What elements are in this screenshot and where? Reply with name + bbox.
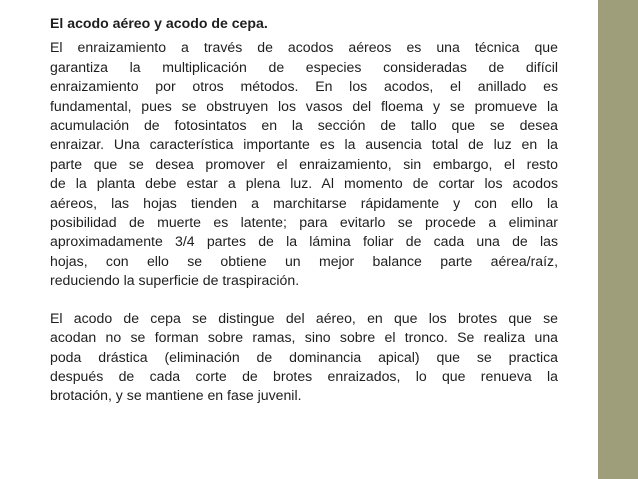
text-line: de la planta debe estar a plena luz. Al momento de cortar los acodos bbox=[50, 175, 558, 192]
text-line: hojas, con ello se obtiene un mejor balance parte aérea/raíz, bbox=[50, 252, 558, 269]
text-line: posibilidad de muerte es latente; para evitarlo se procede a eliminar bbox=[50, 214, 558, 231]
text-line: aproximadamente 3/4 partes de la lámina foliar de cada una de las bbox=[50, 233, 558, 250]
slide-content bbox=[50, 14, 558, 406]
text-line: aéreos, las hojas tienden a marchitarse rápidamente y con ello la bbox=[50, 194, 558, 211]
text-line: brotación, y se mantiene en fase juvenil. bbox=[50, 387, 302, 404]
text-line: poda drástica (eliminación de dominancia apical) que se practica bbox=[50, 348, 558, 365]
text-line: El enraizamiento a través de acodos aéreos es una técnica que bbox=[50, 39, 558, 56]
text-line: reduciendo la superficie de traspiración. bbox=[50, 272, 300, 289]
text-line: enraizar. Una característica importante es la ausencia total de luz en la bbox=[50, 136, 558, 153]
text-line: garantiza la multiplicación de especies consideradas de difícil bbox=[50, 58, 558, 75]
text-line: enraizamiento por otros métodos. En los acodos, el anillado es bbox=[50, 78, 558, 95]
paragraph-acodo-cepa bbox=[50, 309, 558, 406]
text-line: después de cada corte de brotes enraizados, lo que renueva la bbox=[50, 367, 558, 384]
text-line: El acodo de cepa se distingue del aéreo, en que los brotes que se bbox=[50, 309, 558, 326]
text-line: parte que se desea promover el enraizamiento, sin embargo, el resto bbox=[50, 155, 558, 172]
text-line: fundamental, pues se obstruyen los vasos del floema y se promueve la bbox=[50, 97, 558, 114]
text-line: acumulación de fotosintatos en la sección de tallo que se desea bbox=[50, 117, 558, 134]
text-line: acodan no se forman sobre ramas, sino sobre el tronco. Se realiza una bbox=[50, 329, 558, 346]
slide-title: El acodo aéreo y acodo de cepa. bbox=[50, 15, 268, 31]
paragraph-acodo-aereo bbox=[50, 38, 558, 290]
decorative-side-bar bbox=[598, 0, 638, 479]
